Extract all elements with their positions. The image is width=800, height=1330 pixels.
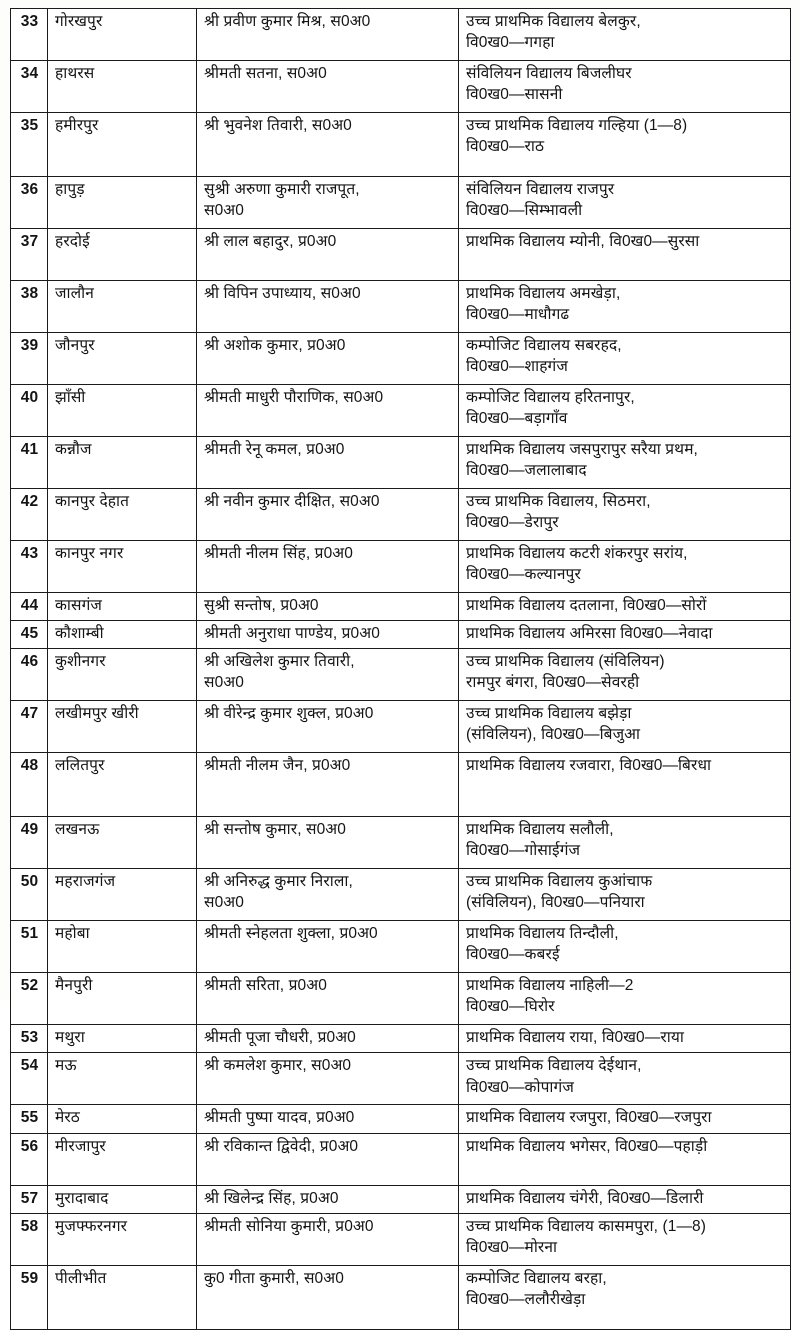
school-line: उच्च प्राथमिक विद्यालय कासमपुरा, (1—8)	[466, 1217, 707, 1235]
school-line: संविलियन विद्यालय राजपुर	[466, 181, 615, 198]
district-name-cell: कुशीनगर	[48, 649, 197, 701]
school-line: प्राथमिक विद्यालय दतलाना, वि0ख0—सोरों	[466, 597, 707, 614]
serial-number-cell: 33	[11, 9, 48, 61]
officer-name-cell	[197, 541, 459, 593]
table-row	[11, 869, 791, 921]
school-line: प्राथमिक विद्यालय तिन्दौली,	[466, 925, 619, 943]
serial-number-cell: 41	[11, 437, 48, 489]
school-line: वि0ख0—ललौरीखेड़ा	[466, 1290, 586, 1308]
officer-name-cell	[197, 281, 459, 333]
school-line: प्राथमिक विद्यालय नाहिली—2	[466, 977, 634, 995]
school-line: (संविलियन), वि0ख0—पनियारा	[466, 894, 645, 912]
table-row	[11, 1053, 791, 1105]
school-line: प्राथमिक विद्यालय सलौली,	[466, 821, 614, 839]
school-name-cell	[459, 621, 791, 649]
table-row	[11, 489, 791, 541]
school-line: प्राथमिक विद्यालय भगेसर, वि0ख0—पहाड़ी	[466, 1137, 708, 1155]
school-line: प्राथमिक विद्यालय म्योनी, वि0ख0—सुरसा	[466, 233, 700, 250]
table-body	[11, 9, 791, 1330]
serial-number-cell: 45	[11, 621, 48, 649]
table-row	[11, 385, 791, 437]
table-row	[11, 177, 791, 229]
school-line: प्राथमिक विद्यालय अमिरसा वि0ख0—नेवादा	[466, 625, 713, 643]
table-row	[11, 1025, 791, 1053]
serial-number-cell: 37	[11, 229, 48, 281]
school-line: वि0ख0—गगहा	[466, 34, 555, 52]
officer-name-cell	[197, 1133, 459, 1185]
officer-line: श्रीमती सरिता, प्र0अ0	[204, 977, 327, 995]
officer-line: श्रीमती पुष्पा यादव, प्र0अ0	[204, 1109, 355, 1127]
district-name-cell: जालौन	[48, 281, 197, 333]
table-row	[11, 621, 791, 649]
table-row	[11, 333, 791, 385]
serial-number-cell: 51	[11, 921, 48, 973]
officer-name-cell	[197, 649, 459, 701]
officer-line: श्रीमती माधुरी पौराणिक, स0अ0	[204, 389, 384, 406]
serial-number-cell: 48	[11, 753, 48, 817]
school-line: उच्च प्राथमिक विद्यालय, सिठमरा,	[466, 493, 651, 510]
school-name-cell	[459, 489, 791, 541]
district-name-cell: गोरखपुर	[48, 9, 197, 61]
officer-line: श्री भुवनेश तिवारी, स0अ0	[204, 117, 352, 134]
officer-line: श्री नवीन कुमार दीक्षित, स0अ0	[204, 493, 380, 510]
officer-line: श्रीमती सोनिया कुमारी, प्र0अ0	[204, 1217, 374, 1235]
officer-line: श्री खिलेन्द्र सिंह, प्र0अ0	[204, 1189, 339, 1207]
serial-number-cell: 42	[11, 489, 48, 541]
district-name-cell: कासगंज	[48, 593, 197, 621]
district-name-cell: महराजगंज	[48, 869, 197, 921]
officer-name-cell	[197, 1265, 459, 1329]
officer-line: श्रीमती नीलम सिंह, प्र0अ0	[204, 545, 353, 562]
school-line: कम्पोजिट विद्यालय सबरहद,	[466, 337, 622, 354]
district-name-cell: हरदोई	[48, 229, 197, 281]
school-name-cell	[459, 869, 791, 921]
school-line: संविलियन विद्यालय बिजलीघर	[466, 65, 632, 82]
school-line: कम्पोजिट विद्यालय बरहा,	[466, 1269, 607, 1287]
officer-line: श्रीमती नीलम जैन, प्र0अ0	[204, 757, 351, 775]
officer-name-cell	[197, 61, 459, 113]
table-row	[11, 1265, 791, 1329]
officer-line: स0अ0	[204, 894, 244, 912]
school-name-cell	[459, 9, 791, 61]
school-line: प्राथमिक विद्यालय अमखेड़ा,	[466, 285, 621, 302]
table-row	[11, 1213, 791, 1265]
officer-name-cell	[197, 9, 459, 61]
school-name-cell	[459, 817, 791, 869]
officer-name-cell	[197, 1185, 459, 1213]
officer-line: श्री अशोक कुमार, प्र0अ0	[204, 337, 346, 354]
school-line: वि0ख0—कल्यानपुर	[466, 566, 581, 584]
district-name-cell: मैनपुरी	[48, 973, 197, 1025]
table-row	[11, 817, 791, 869]
officer-line: श्रीमती स्नेहलता शुक्ला, प्र0अ0	[204, 925, 378, 943]
school-line: प्राथमिक विद्यालय कटरी शंकरपुर सरांय,	[466, 545, 688, 562]
table-row	[11, 1105, 791, 1133]
school-line: उच्च प्राथमिक विद्यालय बझेड़ा	[466, 705, 632, 723]
school-line: उच्च प्राथमिक विद्यालय कुआंचाफ	[466, 873, 653, 891]
district-name-cell: कानपुर देहात	[48, 489, 197, 541]
table-row	[11, 1185, 791, 1213]
officer-name-cell	[197, 869, 459, 921]
school-name-cell	[459, 385, 791, 437]
serial-number-cell: 44	[11, 593, 48, 621]
district-name-cell: मेरठ	[48, 1105, 197, 1133]
school-name-cell	[459, 1025, 791, 1053]
serial-number-cell: 36	[11, 177, 48, 229]
school-line: वि0ख0—शाहगंज	[466, 358, 568, 376]
school-line: प्राथमिक विद्यालय राया, वि0ख0—राया	[466, 1029, 684, 1047]
school-line: वि0ख0—घिरोर	[466, 998, 555, 1016]
school-name-cell	[459, 229, 791, 281]
district-name-cell: पीलीभीत	[48, 1265, 197, 1329]
officer-name-cell	[197, 489, 459, 541]
district-name-cell: मीरजापुर	[48, 1133, 197, 1185]
school-name-cell	[459, 333, 791, 385]
officer-name-cell	[197, 229, 459, 281]
district-name-cell: हमीरपुर	[48, 113, 197, 177]
school-line: उच्च प्राथमिक विद्यालय बेलकुर,	[466, 13, 641, 30]
school-name-cell	[459, 113, 791, 177]
serial-number-cell: 35	[11, 113, 48, 177]
school-line: प्राथमिक विद्यालय रजवारा, वि0ख0—बिरधा	[466, 757, 712, 775]
district-name-cell: मुजफ्फरनगर	[48, 1213, 197, 1265]
district-name-cell: हापुड़	[48, 177, 197, 229]
school-line: उच्च प्राथमिक विद्यालय (संविलियन)	[466, 653, 665, 671]
district-name-cell: झाँसी	[48, 385, 197, 437]
school-name-cell	[459, 1133, 791, 1185]
table-row	[11, 9, 791, 61]
school-line: वि0ख0—बड़ागाँव	[466, 410, 568, 428]
serial-number-cell: 59	[11, 1265, 48, 1329]
serial-number-cell: 56	[11, 1133, 48, 1185]
school-name-cell	[459, 649, 791, 701]
serial-number-cell: 40	[11, 385, 48, 437]
officer-line: श्री विपिन उपाध्याय, स0अ0	[204, 285, 361, 302]
school-line: वि0ख0—सासनी	[466, 86, 563, 104]
table-row	[11, 229, 791, 281]
table-row	[11, 1133, 791, 1185]
serial-number-cell: 50	[11, 869, 48, 921]
officer-name-cell	[197, 621, 459, 649]
school-name-cell	[459, 593, 791, 621]
officer-name-cell	[197, 333, 459, 385]
table-row	[11, 281, 791, 333]
school-line: प्राथमिक विद्यालय चंगेरी, वि0ख0—डिलारी	[466, 1189, 704, 1207]
school-name-cell	[459, 1185, 791, 1213]
school-line: रामपुर बंगरा, वि0ख0—सेवरही	[466, 674, 640, 692]
officer-name-cell	[197, 921, 459, 973]
officer-line: स0अ0	[204, 202, 244, 220]
officer-line: स0अ0	[204, 674, 244, 692]
serial-number-cell: 58	[11, 1213, 48, 1265]
officer-name-cell	[197, 753, 459, 817]
district-name-cell: कन्नौज	[48, 437, 197, 489]
school-name-cell	[459, 1213, 791, 1265]
officer-line: सुश्री सन्तोष, प्र0अ0	[204, 597, 319, 614]
school-line: वि0ख0—माधौगढ	[466, 306, 570, 324]
table-row	[11, 649, 791, 701]
school-name-cell	[459, 973, 791, 1025]
officer-name-cell	[197, 701, 459, 753]
district-name-cell: महोबा	[48, 921, 197, 973]
school-name-cell	[459, 541, 791, 593]
officer-name-cell	[197, 113, 459, 177]
school-line: वि0ख0—डेरापुर	[466, 514, 559, 532]
officer-line: श्रीमती अनुराधा पाण्डेय, प्र0अ0	[204, 625, 380, 643]
school-name-cell	[459, 437, 791, 489]
school-name-cell	[459, 1265, 791, 1329]
officer-name-cell	[197, 385, 459, 437]
officer-name-cell	[197, 593, 459, 621]
serial-number-cell: 34	[11, 61, 48, 113]
district-name-cell: जौनपुर	[48, 333, 197, 385]
officer-name-cell	[197, 1053, 459, 1105]
district-officer-school-table	[10, 8, 791, 1330]
school-line: उच्च प्राथमिक विद्यालय गल्हिया (1—8)	[466, 117, 688, 134]
table-row	[11, 61, 791, 113]
school-line: वि0ख0—जलालाबाद	[466, 462, 587, 480]
officer-name-cell	[197, 437, 459, 489]
district-name-cell: ललितपुर	[48, 753, 197, 817]
officer-name-cell	[197, 1213, 459, 1265]
school-name-cell	[459, 281, 791, 333]
school-name-cell	[459, 1105, 791, 1133]
school-line: वि0ख0—सिम्भावली	[466, 202, 583, 220]
officer-line: श्री रविकान्त द्विवेदी, प्र0अ0	[204, 1137, 359, 1155]
school-line: प्राथमिक विद्यालय जसपुरापुर सरैया प्रथम,	[466, 441, 698, 458]
officer-line: श्री प्रवीण कुमार मिश्र, स0अ0	[204, 13, 371, 30]
officer-line: श्री कमलेश कुमार, स0अ0	[204, 1057, 352, 1075]
officer-name-cell	[197, 973, 459, 1025]
district-name-cell: लखनऊ	[48, 817, 197, 869]
officer-name-cell	[197, 1105, 459, 1133]
district-name-cell: कानपुर नगर	[48, 541, 197, 593]
school-name-cell	[459, 61, 791, 113]
table-row	[11, 593, 791, 621]
officer-line: श्री अखिलेश कुमार तिवारी,	[204, 653, 355, 671]
serial-number-cell: 53	[11, 1025, 48, 1053]
serial-number-cell: 57	[11, 1185, 48, 1213]
school-line: वि0ख0—राठ	[466, 138, 545, 156]
school-line: वि0ख0—मोरना	[466, 1238, 558, 1256]
district-name-cell: मथुरा	[48, 1025, 197, 1053]
district-name-cell: लखीमपुर खीरी	[48, 701, 197, 753]
school-line: प्राथमिक विद्यालय रजपुरा, वि0ख0—रजपुरा	[466, 1109, 712, 1127]
officer-line: श्री अनिरुद्ध कुमार निराला,	[204, 873, 353, 891]
table-row	[11, 921, 791, 973]
school-name-cell	[459, 177, 791, 229]
school-name-cell	[459, 921, 791, 973]
serial-number-cell: 52	[11, 973, 48, 1025]
officer-line: श्रीमती पूजा चौधरी, प्र0अ0	[204, 1029, 356, 1047]
officer-line: श्री वीरेन्द्र कुमार शुक्ल, प्र0अ0	[204, 705, 374, 723]
table-row	[11, 973, 791, 1025]
school-name-cell	[459, 753, 791, 817]
officer-line: सुश्री अरुणा कुमारी राजपूत,	[204, 181, 360, 198]
serial-number-cell: 43	[11, 541, 48, 593]
serial-number-cell: 47	[11, 701, 48, 753]
officer-name-cell	[197, 1025, 459, 1053]
district-name-cell: मुरादाबाद	[48, 1185, 197, 1213]
officer-name-cell	[197, 817, 459, 869]
table-row	[11, 113, 791, 177]
serial-number-cell: 38	[11, 281, 48, 333]
table-row	[11, 753, 791, 817]
officer-line: श्रीमती रेनू कमल, प्र0अ0	[204, 441, 345, 458]
school-name-cell	[459, 701, 791, 753]
officer-line: कु0 गीता कुमारी, स0अ0	[204, 1269, 344, 1287]
table-row	[11, 437, 791, 489]
serial-number-cell: 49	[11, 817, 48, 869]
officer-line: श्रीमती सतना, स0अ0	[204, 65, 327, 82]
school-line: कम्पोजिट विद्यालय हरितनापुर,	[466, 389, 635, 406]
table-row	[11, 541, 791, 593]
serial-number-cell: 54	[11, 1053, 48, 1105]
table-container	[10, 8, 790, 1330]
officer-name-cell	[197, 177, 459, 229]
school-line: वि0ख0—गोसाईगंज	[466, 842, 581, 860]
officer-line: श्री सन्तोष कुमार, स0अ0	[204, 821, 346, 839]
district-name-cell: मऊ	[48, 1053, 197, 1105]
serial-number-cell: 39	[11, 333, 48, 385]
school-line: वि0ख0—कबरई	[466, 946, 560, 964]
school-line: वि0ख0—कोपागंज	[466, 1078, 574, 1096]
officer-line: श्री लाल बहादुर, प्र0अ0	[204, 233, 337, 250]
district-name-cell: कौशाम्बी	[48, 621, 197, 649]
table-row	[11, 701, 791, 753]
school-line: (संविलियन), वि0ख0—बिजुआ	[466, 726, 641, 744]
serial-number-cell: 55	[11, 1105, 48, 1133]
school-name-cell	[459, 1053, 791, 1105]
school-line: उच्च प्राथमिक विद्यालय देईथान,	[466, 1057, 642, 1075]
district-name-cell: हाथरस	[48, 61, 197, 113]
serial-number-cell: 46	[11, 649, 48, 701]
